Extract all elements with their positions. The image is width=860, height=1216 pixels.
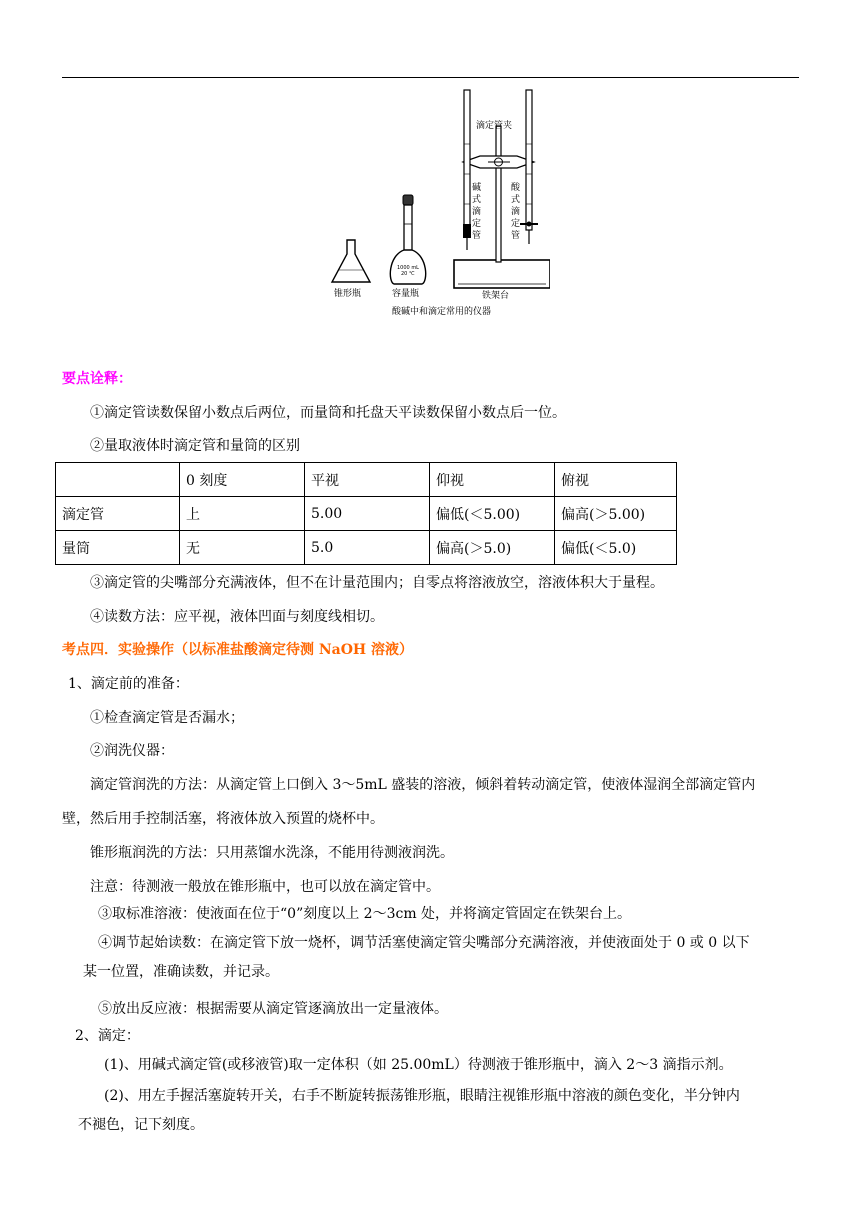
step-2-title: 2、滴定： [75,1028,140,1044]
table-cell: 偏低(＜5.00) [430,497,555,531]
note: 注意：待测液一般放在锥形瓶中，也可以放在滴定管中。 [90,879,440,895]
acid-burette-label [511,181,521,241]
svg-text:滴: 滴 [472,207,482,217]
table-cell: 量筒 [56,531,180,565]
svg-text:酸: 酸 [511,183,521,193]
table-cell: 偏高(＞5.0) [430,531,555,565]
svg-text:1000 mL: 1000 mL [397,265,419,271]
key-points-heading: 要点诠释： [62,371,132,387]
step-1-c: ③取标准溶液：使液面在位于“0”刻度以上 2～3cm 处，并将滴定管固定在铁架台上。 [98,906,632,922]
header-rule [62,77,799,78]
iron-stand-label: 铁架台 [482,291,510,301]
table-header-cell: 0 刻度 [180,463,305,497]
step-1-title: 1、滴定前的准备： [68,676,189,692]
conical-flask [332,240,370,282]
table-header-cell: 平视 [305,463,430,497]
stand-rod [496,126,501,262]
conical-flask-label: 锥形瓶 [334,289,362,299]
step-2-2-line-2: 不褪色，记下刻度。 [78,1117,204,1133]
acid-burette [526,90,532,230]
step-2-1: (1)、用碱式滴定管(或移液管)取一定体积（如 25.00mL）待测液于锥形瓶中，滴入 2～3 滴指示剂。 [104,1057,733,1073]
titration-apparatus-figure [330,84,550,324]
svg-text:20 ℃: 20 ℃ [401,271,415,277]
step-1-e: ⑤放出反应液：根据需要从滴定管逐滴放出一定量液体。 [98,1001,448,1017]
table-cell: 滴定管 [56,497,180,531]
step-2-2-line-1: (2)、用左手握活塞旋转开关，右手不断旋转振荡锥形瓶，眼睛注视锥形瓶中溶液的颜色变化，半分钟内 [104,1088,740,1104]
svg-text:管: 管 [511,231,521,241]
section-4-heading: 考点四．实验操作（以标准盐酸滴定待测 NaOH 溶液） [62,642,414,658]
table-row [56,531,677,565]
svg-text:滴: 滴 [511,207,521,217]
table-cell: 无 [180,531,305,565]
burette-clamp-label: 滴定管夹 [476,121,513,131]
key-point-2: ②量取液体时滴定管和量筒的区别 [90,438,300,454]
base-burette-label [472,181,481,241]
table-cell: 5.00 [305,497,430,531]
table-header-cell: 仰视 [430,463,555,497]
key-point-3: ③滴定管的尖嘴部分充满液体，但不在计量范围内；自零点将溶液放空，溶液体积大于量程。 [90,575,664,591]
table-header-cell [56,463,180,497]
step-1-d-line-1: ④调节起始读数：在滴定管下放一烧杯，调节活塞使滴定管尖嘴部分充满溶液，并使液面处于 0 或 0 以下 [98,935,750,951]
table-header-row [56,463,677,497]
svg-text:管: 管 [472,231,482,241]
table-cell: 上 [180,497,305,531]
step-1-d-line-2: 某一位置，准确读数，并记录。 [83,964,279,980]
figure-caption: 酸碱中和滴定常用的仪器 [392,307,492,317]
step-1-b: ②润洗仪器： [90,743,174,759]
flask-rinse: 锥形瓶润洗的方法：只用蒸馏水洗涤，不能用待测液润洗。 [90,845,454,861]
base-burette [464,90,470,230]
burette-rinse-line-1: 滴定管润洗的方法：从滴定管上口倒入 3～5mL 盛装的溶液，倾斜着转动滴定管，使液体湿润全部滴定管内 [90,777,756,793]
step-1-a: ①检查滴定管是否漏水； [90,710,244,726]
table-header-cell: 俯视 [555,463,677,497]
key-point-4: ④读数方法：应平视，液体凹面与刻度线相切。 [90,609,384,625]
table-row [56,497,677,531]
svg-text:式: 式 [511,195,521,205]
svg-text:定: 定 [511,219,521,229]
table-cell: 偏高(＞5.00) [555,497,677,531]
key-point-1: ①滴定管读数保留小数点后两位，而量筒和托盘天平读数保留小数点后一位。 [90,405,566,421]
svg-text:碱: 碱 [472,183,482,193]
volumetric-flask-label: 容量瓶 [392,289,420,299]
table-cell: 5.0 [305,531,430,565]
burette-vs-cylinder-table [55,462,677,565]
volumetric-flask [390,195,425,284]
svg-text:定: 定 [472,219,482,229]
svg-text:式: 式 [472,195,482,205]
table-cell: 偏低(＜5.0) [555,531,677,565]
burette-rinse-line-2: 壁，然后用手控制活塞，将液体放入预置的烧杯中。 [62,811,384,827]
